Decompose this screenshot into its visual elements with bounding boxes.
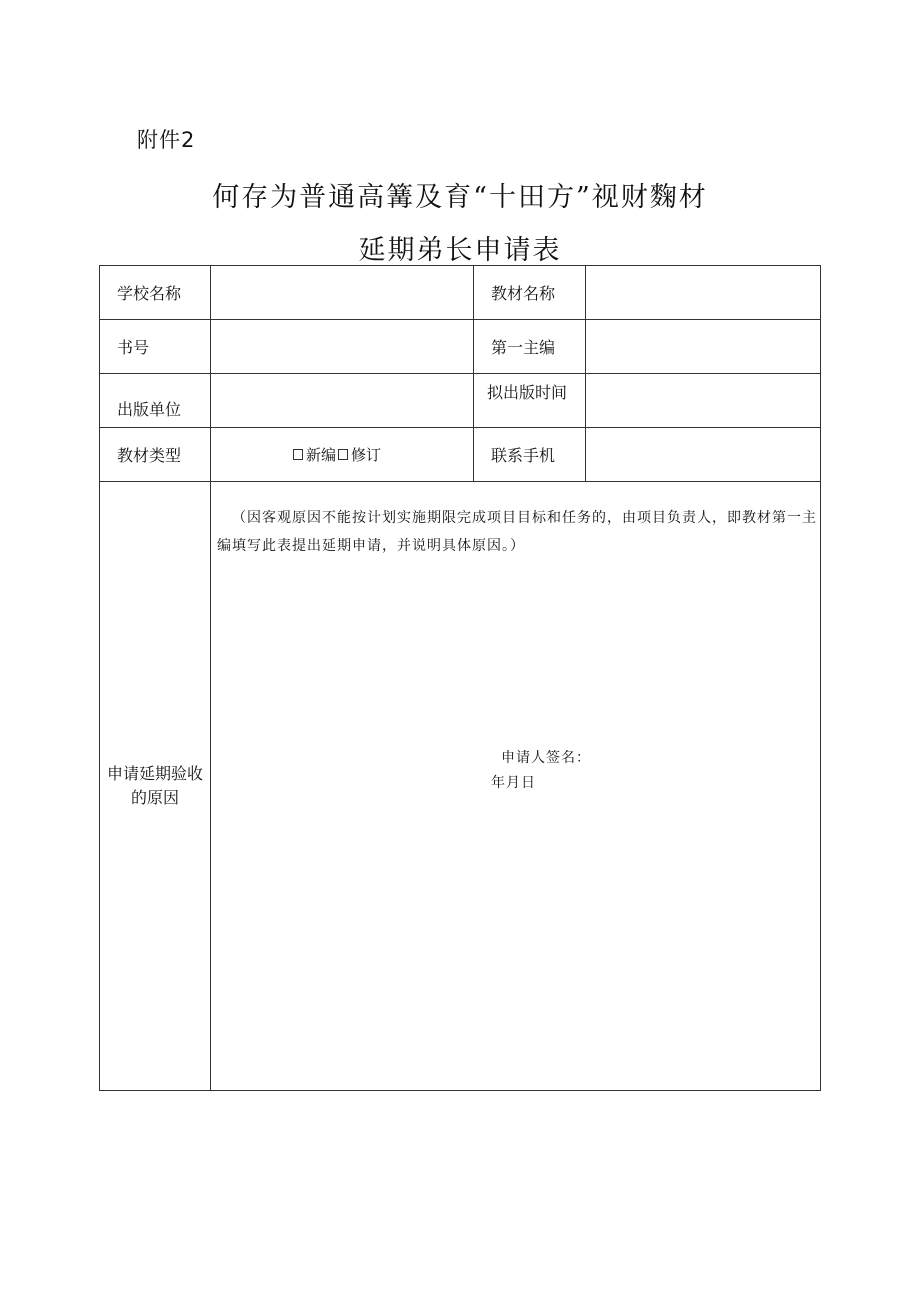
revised-edition-option-label: 修订 <box>351 446 382 464</box>
delay-reason-instructions: （因客观原因不能按计划实施期限完成项目目标和任务的，由项目负责人，即教材第一主编填写此表提出延期申请，并说明具体原因。） <box>217 510 817 554</box>
delay-reason-field[interactable] <box>211 482 820 1090</box>
contact-phone-label: 联系手机 <box>474 428 586 482</box>
planned-publish-time-label: 拟出版时间 <box>474 374 586 428</box>
new-edition-option-label: 新编 <box>305 446 336 464</box>
delay-reason-label-line2: 的原因 <box>130 788 179 807</box>
first-editor-field[interactable] <box>586 320 820 374</box>
planned-publish-time-field[interactable] <box>586 374 820 428</box>
textbook-type-options <box>211 428 474 482</box>
publisher-label: 出版单位 <box>100 374 211 428</box>
attachment-label: 附件2 <box>137 128 196 152</box>
textbook-name-field[interactable] <box>586 266 820 320</box>
applicant-signature-label: 申请人签名： <box>501 750 591 766</box>
document-title-line1: 何存为普通高篝及育“十田方”视财麴材 <box>212 182 708 213</box>
textbook-name-label: 教材名称 <box>474 266 586 320</box>
book-number-field[interactable] <box>211 320 474 374</box>
new-edition-checkbox[interactable] <box>293 449 303 460</box>
first-editor-label: 第一主编 <box>474 320 586 374</box>
delay-reason-label <box>100 482 211 1090</box>
document-title-line2: 延期弟长申请表 <box>358 235 562 266</box>
school-name-field[interactable] <box>211 266 474 320</box>
book-number-label: 书号 <box>100 320 211 374</box>
contact-phone-field[interactable] <box>586 428 820 482</box>
publisher-field[interactable] <box>211 374 474 428</box>
revised-edition-checkbox[interactable] <box>338 449 348 460</box>
signature-date-label: 年月日 <box>491 775 536 791</box>
school-name-label: 学校名称 <box>100 266 211 320</box>
textbook-type-label: 教材类型 <box>100 428 211 482</box>
delay-reason-label-line1: 申请延期验收 <box>106 764 203 783</box>
application-form-table <box>99 265 821 1091</box>
